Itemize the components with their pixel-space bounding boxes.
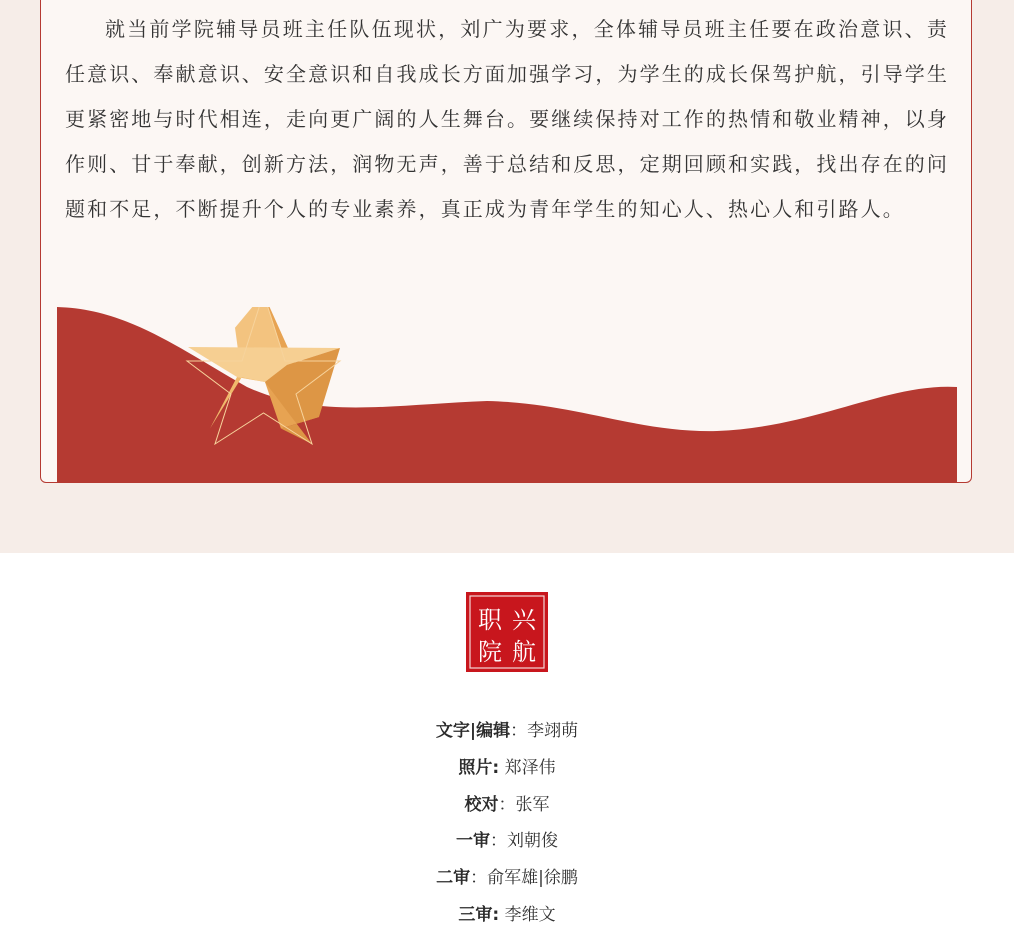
credit-line-photo: [0, 750, 1014, 787]
credit-separator: ：: [490, 831, 507, 852]
college-seal-logo: [465, 590, 549, 674]
credit-line-editor: [0, 713, 1014, 750]
credit-separator: ：: [498, 794, 516, 815]
credit-label: 校对: [464, 794, 499, 815]
credit-label: 照片:: [458, 757, 500, 778]
credit-line-second-review: [0, 860, 1014, 897]
credit-line-first-review: [0, 823, 1014, 860]
credit-value: 李翊萌: [527, 721, 579, 741]
credit-label: 三审:: [458, 904, 500, 925]
credit-separator: ：: [510, 721, 528, 741]
credit-line-proofread: [0, 787, 1014, 824]
seal-char: 兴: [512, 606, 536, 634]
credit-separator: ：: [470, 868, 488, 889]
red-wave-shape: [57, 307, 957, 483]
credit-line-third-review: [0, 897, 1014, 934]
credit-value: 张军: [515, 794, 550, 815]
credit-value: 刘朝俊: [507, 831, 558, 852]
article-card: [40, 0, 972, 483]
credit-label: 二审: [436, 868, 471, 889]
credit-value: 郑泽伟: [504, 757, 556, 778]
credit-label: 文字|编辑: [435, 721, 511, 741]
credits-block: [0, 713, 1014, 934]
credit-label: 一审: [456, 831, 490, 852]
credit-value: 俞军雄|徐鹏: [487, 868, 578, 889]
seal-char: 院: [478, 638, 502, 666]
credit-value: 李维文: [504, 904, 556, 925]
red-flag-banner: [57, 307, 957, 483]
article-paragraph: 就当前学院辅导员班主任队伍现状，刘广为要求，全体辅导员班主任要在政治意识、责任意识、奉献意识、安全意识和自我成长方面加强学习，为学生的成长保驾护航，引导学生更紧密地与时代相连，走向更广阔的人生舞台。要继续保持对工作的热情和敬业精神，以身作则、甘于奉献，创新方法，润物无声，善于总结和反思，定期回顾和实践，找出存在的问题和不足，不断提升个人的专业素养，真正成为青年学生的知心人、热心人和引路人。: [65, 17, 949, 221]
seal-char: 职: [478, 606, 502, 634]
seal-char: 航: [512, 638, 536, 666]
